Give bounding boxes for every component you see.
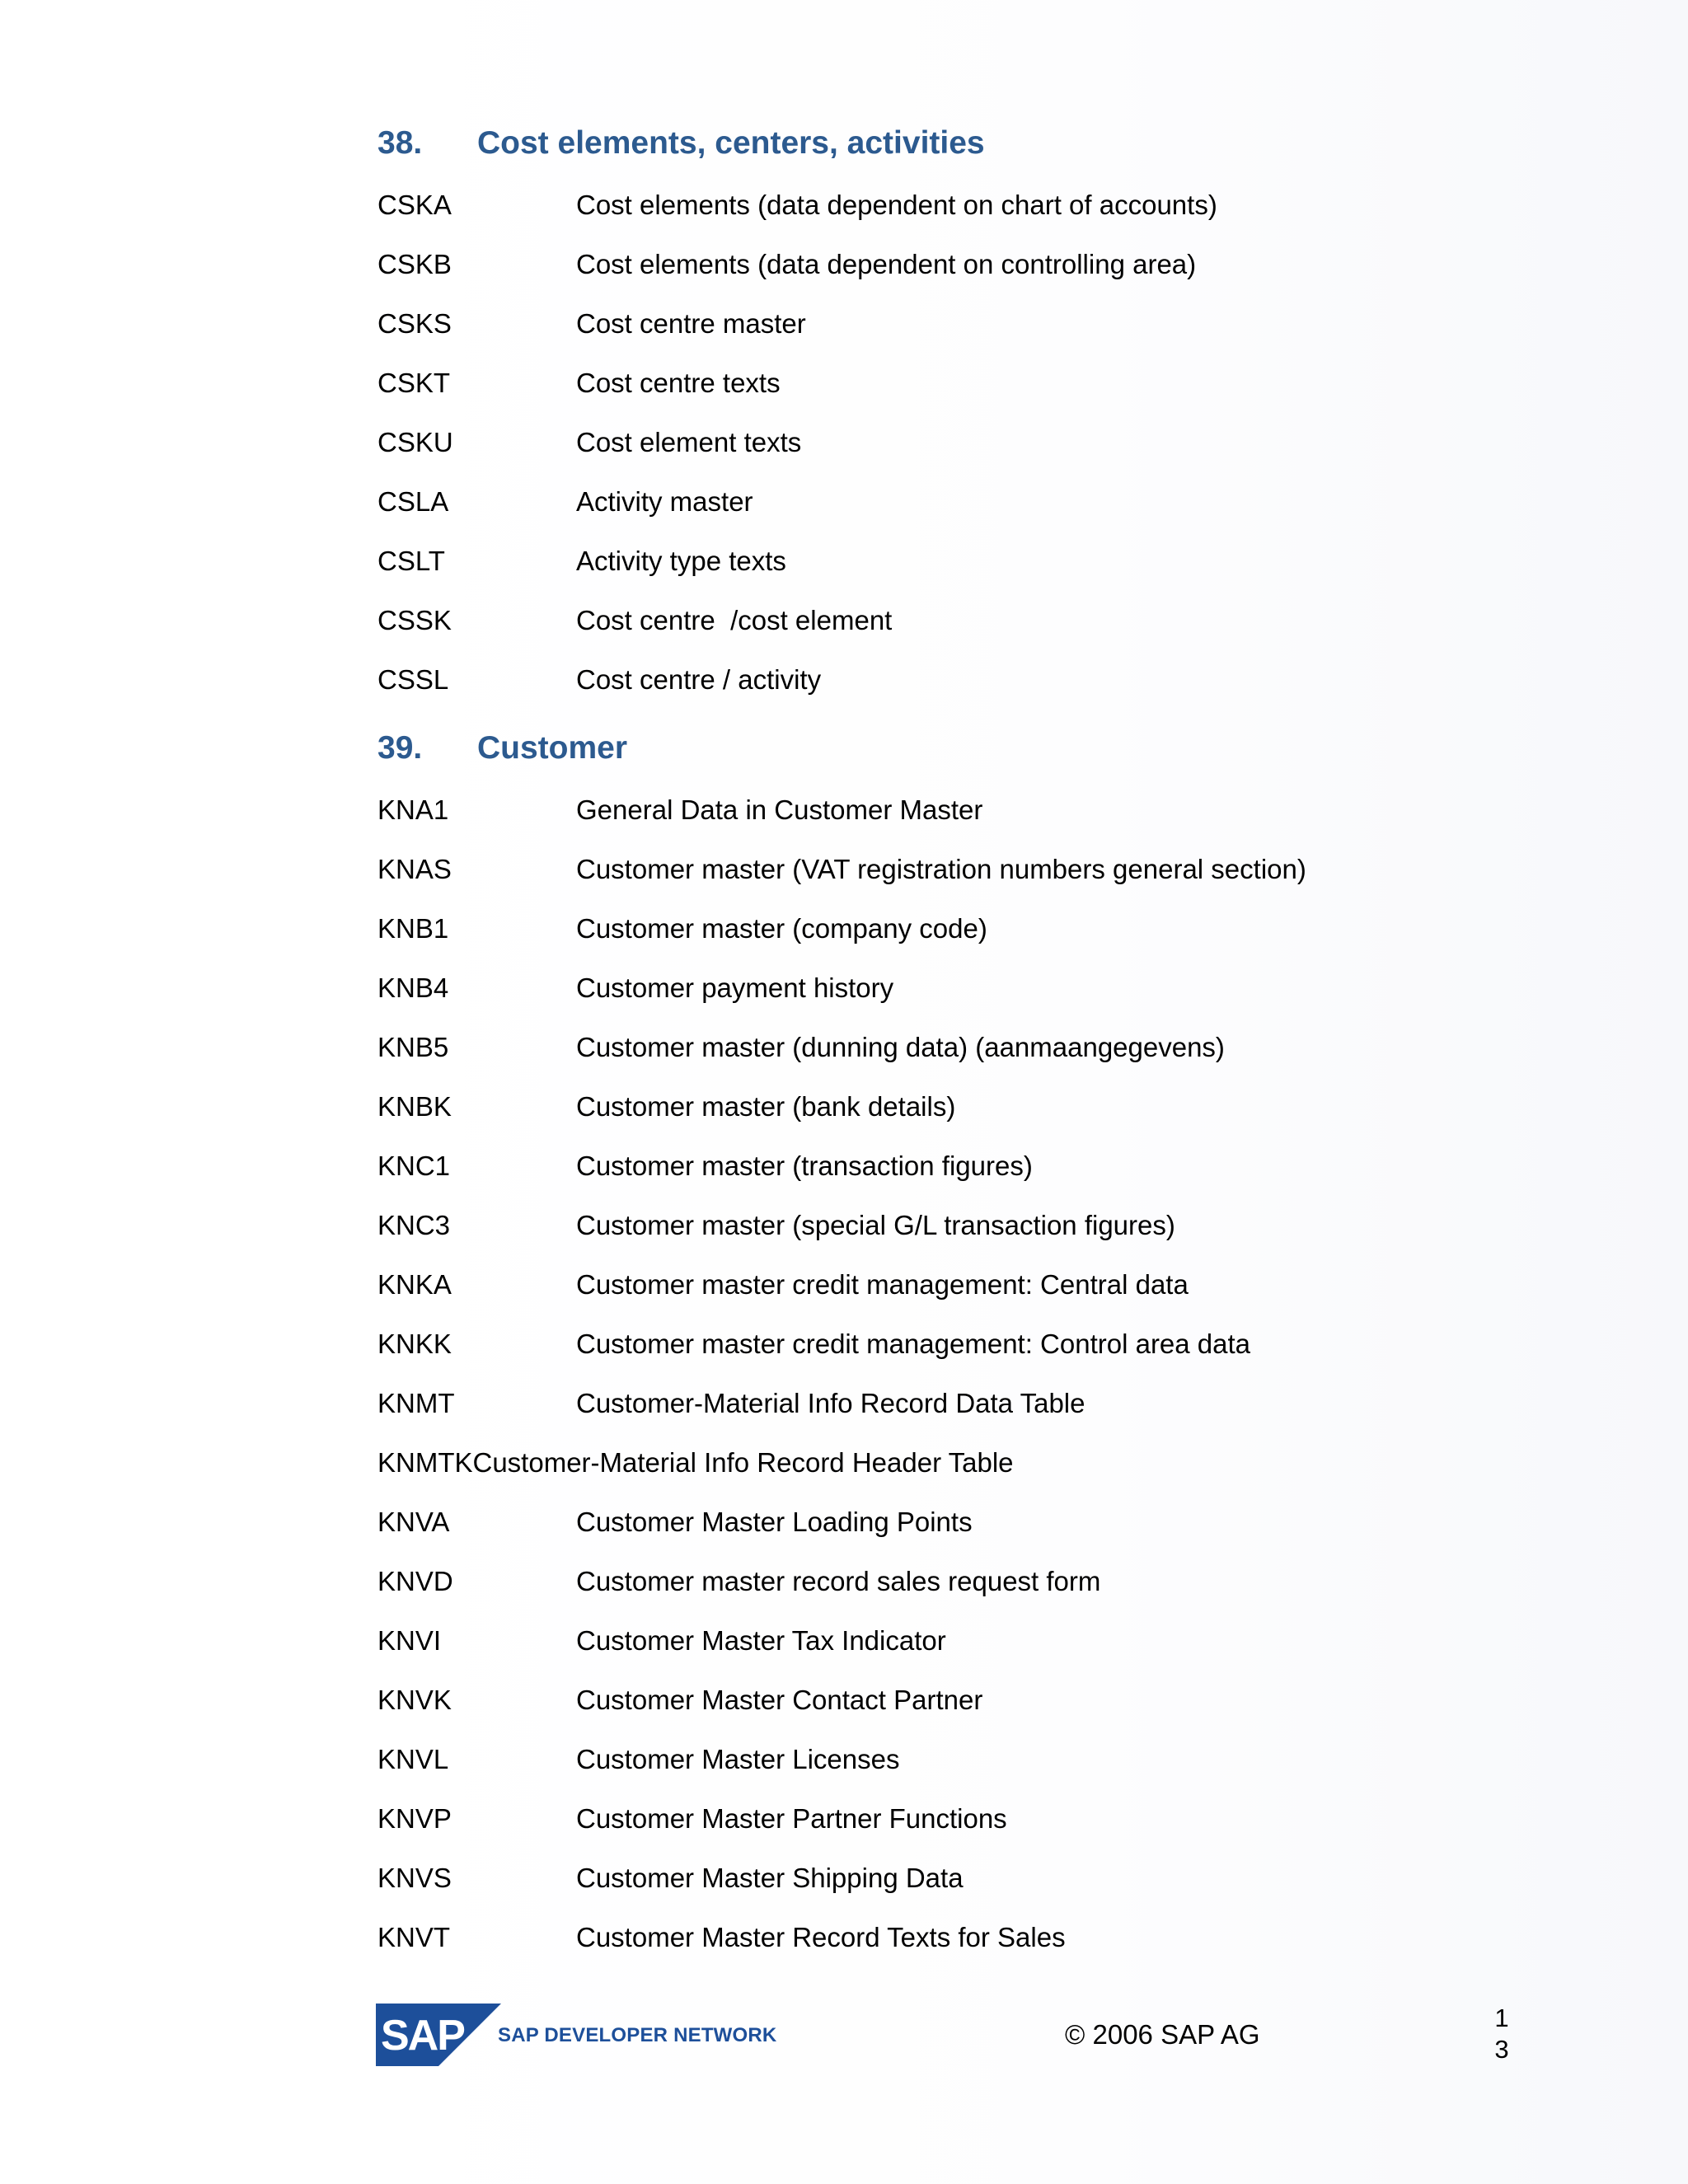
table-code: KNC1 — [377, 1151, 451, 1181]
table-row-knb5 — [377, 1024, 1531, 1071]
table-code: KNVI — [377, 1625, 442, 1656]
table-description: General Data in Customer Master — [576, 794, 983, 825]
sap-logo-text: SAP — [381, 2012, 464, 2060]
table-code: KNVP — [377, 1803, 452, 1834]
table-code: CSKU — [377, 427, 453, 457]
table-code: KNAS — [377, 854, 452, 884]
table-description: Customer Master Tax Indicator — [576, 1625, 946, 1656]
table-row-cslt — [377, 538, 1531, 584]
page-number-line-2: 3 — [1494, 2035, 1509, 2064]
section-number: 38. — [377, 125, 423, 161]
table-row-cssl — [377, 657, 1531, 703]
table-description: Activity type texts — [576, 546, 786, 576]
table-code: CSLT — [377, 546, 445, 576]
table-code: CSKB — [377, 249, 452, 279]
table-row-knka — [377, 1262, 1531, 1308]
page-number-line-1: 1 — [1494, 2004, 1509, 2032]
table-row-knas — [377, 846, 1531, 893]
section-number: 39. — [377, 730, 423, 766]
table-row-cska — [377, 182, 1531, 228]
table-row-knmtk — [377, 1440, 1531, 1486]
copyright-text: © 2006 SAP AG — [1065, 2019, 1260, 2050]
table-code: KNB4 — [377, 972, 449, 1003]
table-description: Customer Master Loading Points — [576, 1507, 973, 1537]
table-code: CSSL — [377, 664, 449, 695]
table-row-csla — [377, 479, 1531, 525]
page-number — [1492, 2003, 1512, 2065]
table-description: Customer Master Record Texts for Sales — [576, 1922, 1066, 1952]
table-row-knvk — [377, 1677, 1531, 1723]
section-heading-38 — [377, 119, 985, 168]
table-code: KNMTK — [377, 1447, 473, 1478]
table-description: Cost element texts — [576, 427, 802, 457]
table-description: Customer master credit management: Control area data — [576, 1329, 1251, 1359]
table-description: Customer master record sales request form — [576, 1566, 1101, 1596]
table-code: KNB5 — [377, 1032, 449, 1062]
table-row-csks — [377, 301, 1531, 347]
table-code: KNBK — [377, 1091, 452, 1122]
table-row-knvd — [377, 1558, 1531, 1605]
table-code: KNVL — [377, 1744, 449, 1774]
table-code: CSLA — [377, 486, 449, 517]
table-description: Customer Master Contact Partner — [576, 1685, 983, 1715]
table-description: Customer Master Shipping Data — [576, 1863, 964, 1893]
table-row-cskb — [377, 241, 1531, 288]
table-code: KNB1 — [377, 913, 449, 944]
table-description: Cost elements (data dependent on chart of accounts) — [576, 190, 1217, 220]
table-description: Customer-Material Info Record Data Table — [576, 1388, 1085, 1418]
table-code: CSSK — [377, 605, 452, 635]
table-code: KNKK — [377, 1329, 452, 1359]
table-row-knc1 — [377, 1143, 1531, 1189]
table-code: KNVD — [377, 1566, 453, 1596]
table-description: Customer payment history — [576, 972, 894, 1003]
table-code: CSKS — [377, 308, 452, 339]
table-description: Cost elements (data dependent on controlling area) — [576, 249, 1197, 279]
table-row-cskt — [377, 360, 1531, 406]
table-row-knva — [377, 1499, 1531, 1545]
table-code: CSKT — [377, 368, 451, 398]
table-row-knvi — [377, 1618, 1531, 1664]
table-code: KNMT — [377, 1388, 455, 1418]
section-title: Cost elements, centers, activities — [477, 125, 985, 161]
table-row-knbk — [377, 1084, 1531, 1130]
table-row-knb4 — [377, 965, 1531, 1011]
table-description: Customer master (bank details) — [576, 1091, 956, 1122]
table-code: KNVA — [377, 1507, 450, 1537]
table-row-knvt — [377, 1915, 1531, 1961]
sap-logo — [376, 2004, 501, 2066]
table-row-knvp — [377, 1796, 1531, 1842]
table-code: KNVS — [377, 1863, 452, 1893]
table-description: Cost centre / activity — [576, 664, 822, 695]
table-description: Customer-Material Info Record Header Table — [472, 1447, 1014, 1478]
table-description: Customer master (transaction figures) — [576, 1151, 1033, 1181]
table-description: Customer master credit management: Central data — [576, 1269, 1189, 1300]
table-code: KNVT — [377, 1922, 451, 1952]
table-row-kna1 — [377, 787, 1531, 833]
table-code: KNVK — [377, 1685, 452, 1715]
table-description: Cost centre master — [576, 308, 806, 339]
table-description: Activity master — [576, 486, 753, 517]
table-description: Customer Master Licenses — [576, 1744, 900, 1774]
table-row-knmt — [377, 1380, 1531, 1427]
table-row-knvs — [377, 1855, 1531, 1901]
table-description: Customer Master Partner Functions — [576, 1803, 1007, 1834]
section-title: Customer — [477, 730, 628, 766]
table-row-cssk — [377, 598, 1531, 644]
table-row-knb1 — [377, 906, 1531, 952]
table-description: Cost centre texts — [576, 368, 781, 398]
table-code: KNKA — [377, 1269, 452, 1300]
table-description: Customer master (special G/L transaction figures) — [576, 1210, 1175, 1240]
table-description: Customer master (company code) — [576, 913, 987, 944]
page-footer — [0, 1994, 1688, 2093]
table-row-knc3 — [377, 1202, 1531, 1249]
table-row-knkk — [377, 1321, 1531, 1367]
table-code: KNA1 — [377, 794, 449, 825]
section-heading-39 — [377, 724, 627, 773]
table-description: Cost centre /cost element — [576, 605, 893, 635]
table-row-knvl — [377, 1736, 1531, 1783]
table-row-csku — [377, 419, 1531, 466]
table-code: CSKA — [377, 190, 452, 220]
table-code: KNC3 — [377, 1210, 451, 1240]
developer-network-label: SAP DEVELOPER NETWORK — [498, 2024, 777, 2046]
table-description: Customer master (VAT registration numbers general section) — [576, 854, 1306, 884]
table-description: Customer master (dunning data) (aanmaangegevens) — [576, 1032, 1225, 1062]
